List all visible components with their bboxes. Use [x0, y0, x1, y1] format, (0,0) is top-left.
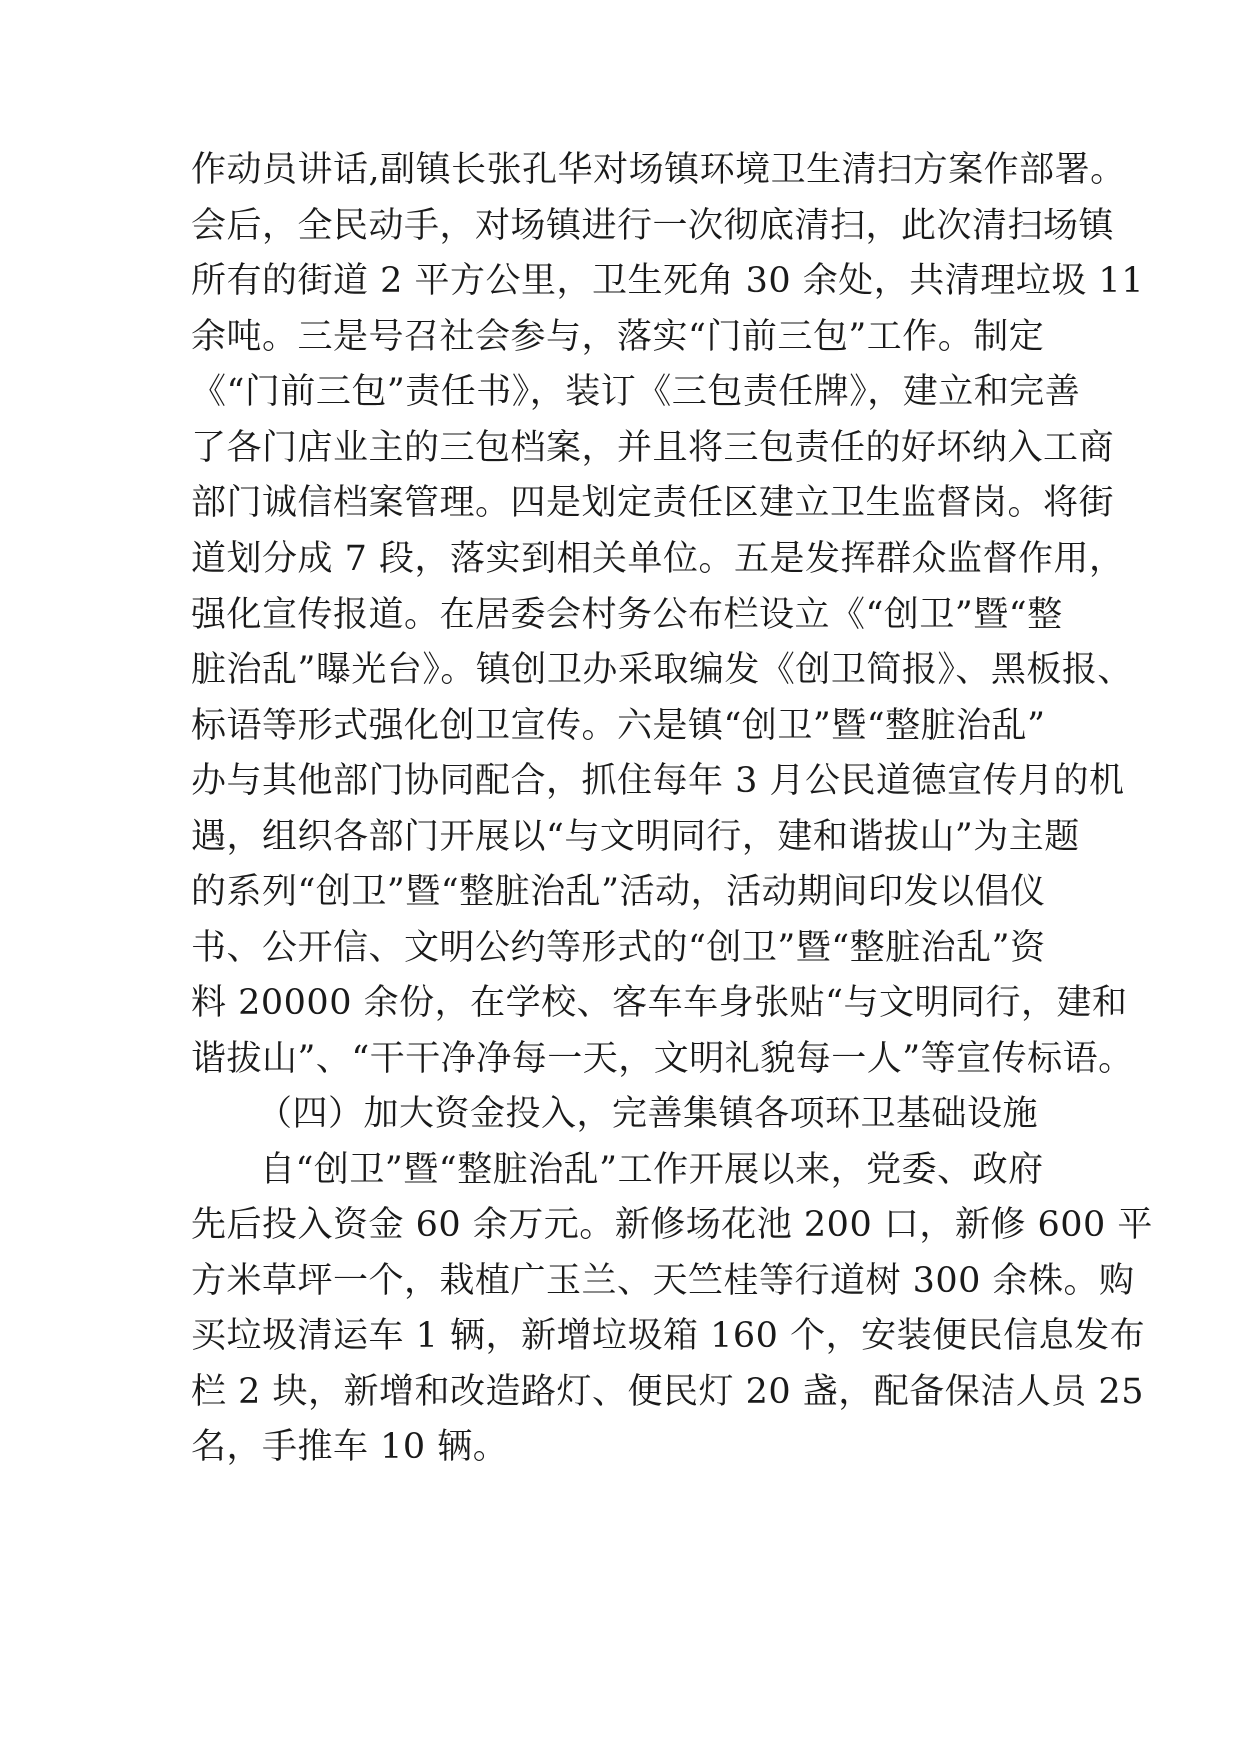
body-line: 自“创卫”暨“整脏治乱”工作开展以来，党委、政府: [260, 1150, 1044, 1190]
body-line: 栏 2 块，新增和改造路灯、便民灯 20 盏，配备保洁人员 25: [191, 1372, 1144, 1412]
body-line: 了各门店业主的三包档案，并且将三包责任的好坏纳入工商: [191, 428, 1115, 468]
body-line: 料 20000 余份，在学校、客车车身张贴“与文明同行，建和: [191, 983, 1128, 1023]
body-line: 名，手推车 10 辆。: [191, 1427, 509, 1467]
body-line: 先后投入资金 60 余万元。新修场花池 200 口，新修 600 平: [191, 1205, 1153, 1245]
body-line: 书、公开信、文明公约等形式的“创卫”暨“整脏治乱”资: [191, 928, 1046, 968]
body-line: 作动员讲话,副镇长张孔华对场镇环境卫生清扫方案作部署。: [191, 150, 1126, 190]
body-line: 买垃圾清运车 1 辆，新增垃圾箱 160 个，安装便民信息发布: [191, 1316, 1146, 1356]
body-line: 会后，全民动手，对场镇进行一次彻底清扫，此次清扫场镇: [191, 206, 1115, 246]
body-line: 遇，组织各部门开展以“与文明同行，建和谐拔山”为主题: [191, 817, 1080, 857]
body-line: 办与其他部门协同配合，抓住每年 3 月公民道德宣传月的机: [191, 761, 1125, 801]
body-line: 脏治乱”曝光台》。镇创卫办采取编发《创卫简报》、黑板报、: [191, 650, 1133, 690]
body-line: 的系列“创卫”暨“整脏治乱”活动，活动期间印发以倡仪: [191, 872, 1046, 912]
body-line: 《“门前三包”责任书》，装订《三包责任牌》，建立和完善: [191, 372, 1081, 412]
body-line: 余吨。三是号召社会参与，落实“门前三包”工作。制定: [191, 317, 1045, 357]
body-line: 谐拔山”、“干干净净每一天，文明礼貌每一人”等宣传标语。: [191, 1039, 1134, 1079]
body-line: 方米草坪一个，栽植广玉兰、天竺桂等行道树 300 余株。购: [191, 1261, 1135, 1301]
body-line: 标语等形式强化创卫宣传。六是镇“创卫”暨“整脏治乱”: [191, 706, 1046, 746]
body-line: 强化宣传报道。在居委会村务公布栏设立《“创卫”暨“整: [191, 595, 1063, 635]
body-line: 所有的街道 2 平方公里，卫生死角 30 余处，共清理垃圾 11: [191, 261, 1144, 301]
section-heading: （四）加大资金投入，完善集镇各项环卫基础设施: [257, 1094, 1039, 1134]
body-line: 道划分成 7 段，落实到相关单位。五是发挥群众监督作用，: [191, 539, 1125, 579]
body-line: 部门诚信档案管理。四是划定责任区建立卫生监督岗。将街: [191, 483, 1115, 523]
